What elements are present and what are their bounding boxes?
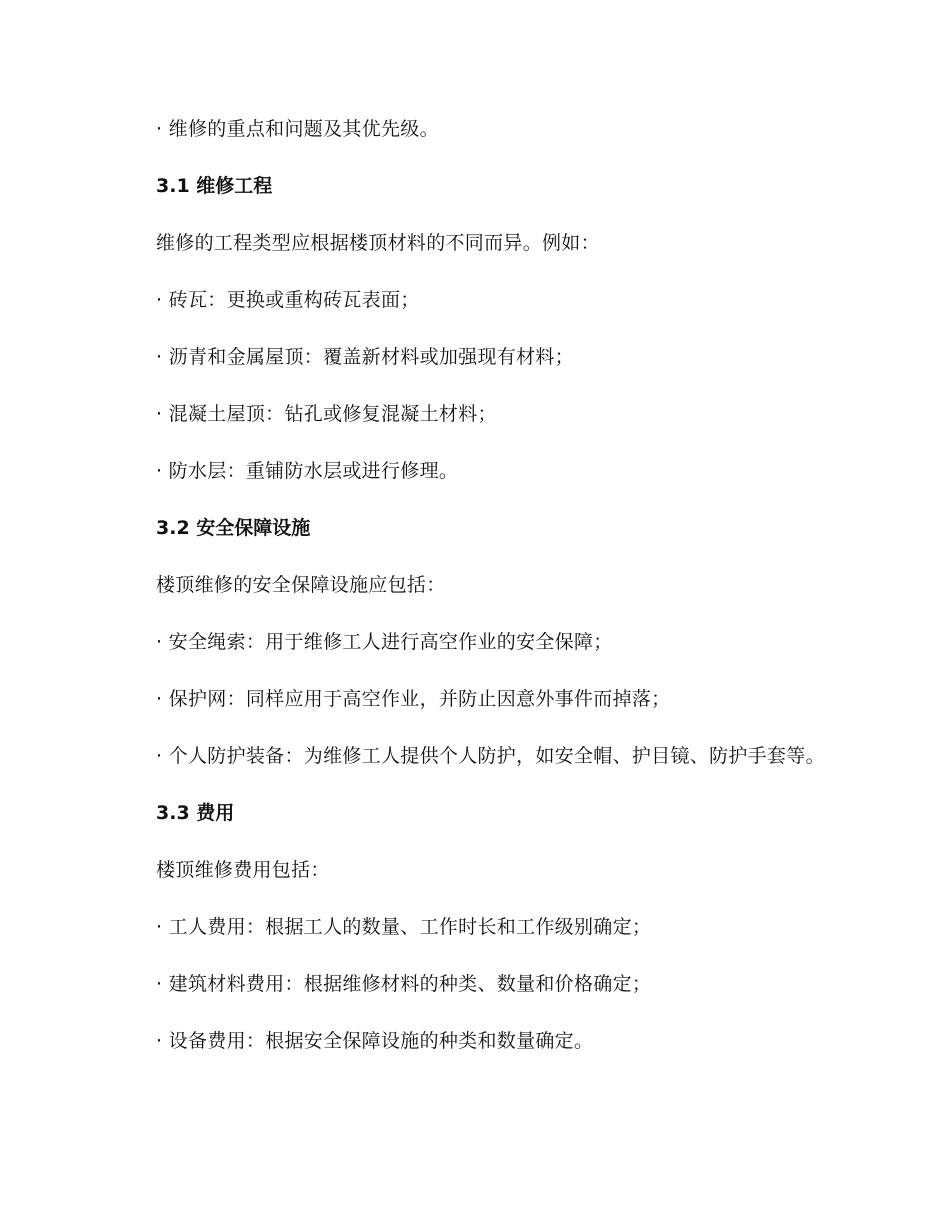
- section-3-2-heading: 3.2 安全保障设施: [156, 517, 311, 539]
- bullet-equipment-cost: · 设备费用：根据安全保障设施的种类和数量确定。: [156, 1030, 594, 1052]
- bullet-concrete-roof: · 混凝土屋顶：钻孔或修复混凝土材料；: [156, 403, 497, 425]
- section-3-1-heading: 3.1 维修工程: [156, 175, 273, 197]
- bullet-brick-tile: · 砖瓦：更换或重构砖瓦表面；: [156, 289, 420, 311]
- bullet-personal-protective-equipment: · 个人防护装备：为维修工人提供个人防护，如安全帽、护目镜、防护手套等。: [156, 745, 825, 767]
- bullet-maintenance-priorities: · 维修的重点和问题及其优先级。: [156, 118, 439, 140]
- section-3-3-heading: 3.3 费用: [156, 802, 235, 824]
- bullet-waterproof-layer: · 防水层：重铺防水层或进行修理。: [156, 460, 459, 482]
- bullet-protective-net: · 保护网：同样应用于高空作业，并防止因意外事件而掉落；: [156, 688, 671, 710]
- section-3-1-intro: 维修的工程类型应根据楼顶材料的不同而异。例如：: [156, 232, 600, 254]
- bullet-safety-rope: · 安全绳索：用于维修工人进行高空作业的安全保障；: [156, 631, 613, 653]
- bullet-labor-cost: · 工人费用：根据工人的数量、工作时长和工作级别确定；: [156, 916, 652, 938]
- section-3-3-intro: 楼顶维修费用包括：: [156, 859, 330, 881]
- bullet-material-cost: · 建筑材料费用：根据维修材料的种类、数量和价格确定；: [156, 973, 652, 995]
- section-3-2-intro: 楼顶维修的安全保障设施应包括：: [156, 574, 446, 596]
- document-body: [114, 110, 834, 1079]
- bullet-asphalt-metal-roof: · 沥青和金属屋顶：覆盖新材料或加强现有材料；: [156, 346, 574, 368]
